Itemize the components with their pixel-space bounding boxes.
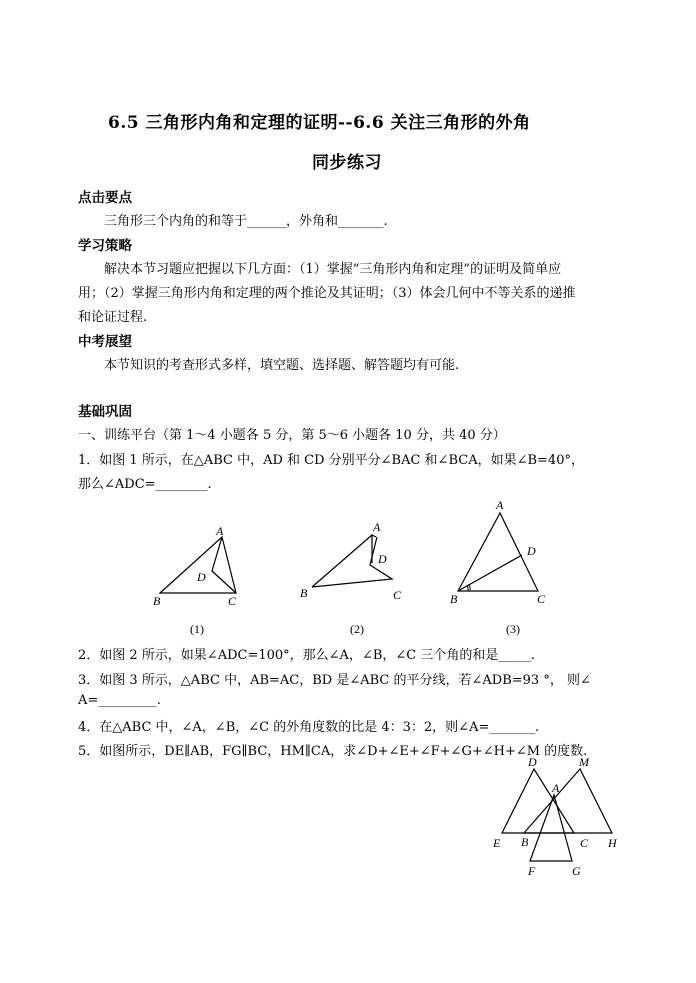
page-subtitle: 同步练习 — [312, 153, 382, 173]
fig5-label-a: A — [552, 781, 560, 795]
fig3-label-a: A — [496, 498, 504, 512]
fig2-label-c: C — [393, 588, 402, 602]
question-3-line-1: 3．如图 3 所示，△ABC 中，AB=AC，BD 是∠ABC 的平分线，若∠ADB=93 °， 则∠ — [78, 673, 591, 688]
fig3-caption: (3) — [506, 622, 520, 636]
exam-heading: 中考展望 — [78, 334, 132, 350]
fig1-caption: (1) — [190, 622, 204, 636]
question-3-line-2: A=_________. — [78, 693, 161, 708]
fig5-label-e: E — [493, 836, 501, 850]
fig3-label-c: C — [537, 592, 546, 606]
strategy-line-2: 用；（2）掌握三角形内角和定理的两个推论及其证明；（3）体会几何中不等关系的递推 — [78, 286, 576, 301]
fig1-label-a: A — [216, 524, 224, 538]
fig5-label-f: F — [528, 864, 536, 878]
question-1-line-2: 那么∠ADC=________. — [78, 477, 212, 492]
basics-subheading: 一、训练平台（第 1～4 小题各 5 分，第 5～6 小题各 10 分，共 40 分） — [78, 428, 506, 443]
figures-row — [140, 495, 560, 645]
figure-2 — [300, 520, 402, 636]
fig2-label-d: D — [378, 552, 387, 566]
question-5: 5．如图所示，DE∥AB，FG∥BC，HM∥CA，求∠D+∠E+∠F+∠G+∠H+∠M 的度数. — [78, 744, 588, 759]
figure-3 — [450, 498, 546, 636]
fig1-label-d: D — [197, 570, 206, 584]
figure-5 — [488, 755, 628, 880]
question-1-line-1: 1．如图 1 所示，在△ABC 中，AD 和 CD 分别平分∠BAC 和∠BCA，如果∠B=40°， — [78, 453, 584, 468]
strategy-line-1: 解决本节习题应把握以下几方面：（1）掌握“三角形内角和定理”的证明及简单应 — [104, 262, 562, 277]
strategy-heading: 学习策略 — [78, 238, 132, 254]
fig5-label-b: B — [521, 835, 529, 849]
fig1-label-c: C — [228, 594, 237, 608]
fig5-label-g: G — [572, 864, 581, 878]
fig5-label-h: H — [608, 836, 617, 850]
basics-heading: 基础巩固 — [78, 404, 132, 420]
question-4: 4．在△ABC 中，∠A，∠B，∠C 的外角度数的比是 4：3：2，则∠A=_______. — [78, 720, 539, 735]
key-points-heading: 点击要点 — [78, 190, 132, 206]
fig5-label-c: C — [580, 836, 589, 850]
figure-1 — [153, 524, 237, 636]
fig1-label-b: B — [153, 594, 161, 608]
strategy-line-3: 和论证过程. — [78, 310, 148, 325]
fig5-label-d: D — [528, 755, 537, 769]
exam-text: 本节知识的考查形式多样，填空题、选择题、解答题均有可能. — [104, 358, 460, 373]
fig5-label-m: M — [579, 755, 589, 769]
fig2-label-b: B — [300, 586, 308, 600]
question-2: 2．如图 2 所示，如果∠ADC=100°，那么∠A，∠B，∠C 三个角的和是_____. — [78, 648, 535, 663]
fig3-label-b: B — [450, 592, 458, 606]
fig3-label-d: D — [527, 544, 536, 558]
fig2-label-a: A — [373, 520, 381, 534]
key-points-text: 三角形三个内角的和等于______，外角和_______. — [104, 214, 388, 229]
page-title: 6.5 三角形内角和定理的证明--6.6 关注三角形的外角 — [108, 113, 531, 133]
fig2-caption: (2) — [350, 622, 364, 636]
